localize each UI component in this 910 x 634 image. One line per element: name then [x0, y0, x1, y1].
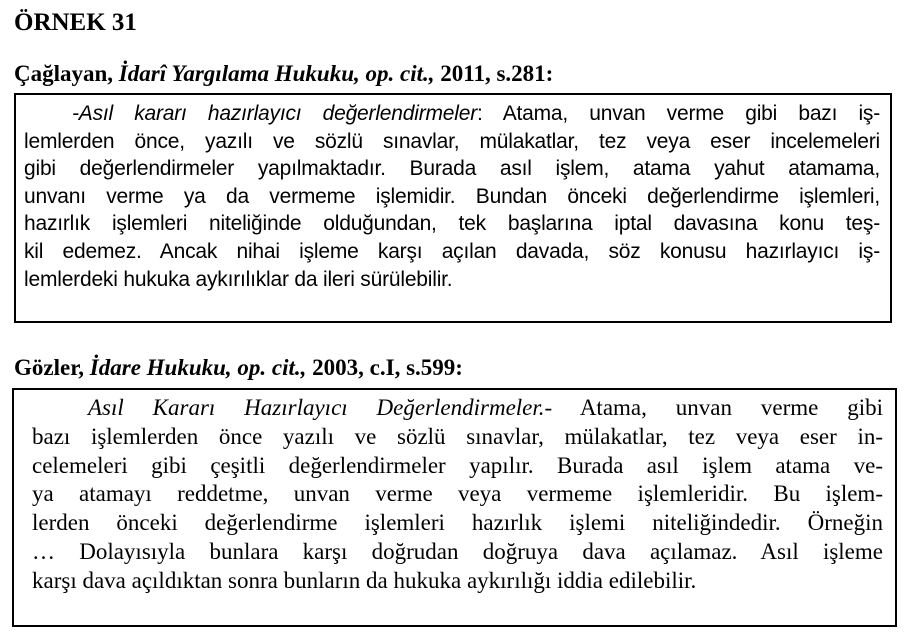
quote-line: -Asıl kararı hazırlayıcı değerlendirmeler: Atama, unvan verme gibi bazı iş-: [72, 102, 881, 125]
citation-author: Gözler,: [14, 355, 90, 380]
quote-box-gozler: [12, 388, 897, 627]
quote-line: lemlerden önce, yazılı ve sözlü sınavlar, mülakatlar, tez veya eser incelemeleri: [24, 129, 880, 153]
quote-lead: Asıl Kararı Hazırlayıcı Değerlendirmeler.: [88, 395, 545, 420]
citation-details: 2011, s.281:: [434, 61, 554, 86]
citation-caglayan: [14, 60, 553, 88]
citation-author: Çağlayan,: [14, 61, 119, 86]
example-heading: ÖRNEK 31: [14, 9, 137, 36]
quote-line: celemeleri gibi çeşitli değerlendirmeler yapılır. Burada asıl işlem atama ve-: [32, 452, 883, 478]
citation-details: 2003, c.I, s.599:: [306, 355, 463, 380]
quote-lead: -Asıl kararı hazırlayıcı değerlendirmeler: [72, 102, 478, 125]
quote-line: lemlerdeki hukuka aykırılıklar da ileri sürülebilir.: [24, 267, 453, 291]
quote-line: ya atamayı reddetme, unvan verme veya vermeme işlemleridir. Bu işlem-: [32, 481, 883, 507]
quote-line: … Dolayısıyla bunlara karşı doğrudan doğruya dava açılamaz. Asıl işleme: [32, 538, 883, 564]
quote-line: Asıl Kararı Hazırlayıcı Değerlendirmeler.- Atama, unvan verme gibi: [88, 395, 883, 420]
quote-box-caglayan: [14, 93, 892, 323]
quote-line: kil edemez. Ancak nihai işleme karşı açılan davada, söz konusu hazırlayıcı iş-: [24, 239, 880, 263]
quote-line: lerden önceki değerlendirme işlemleri hazırlık işlemi niteliğindedir. Örneğin: [32, 510, 883, 536]
citation-gozler: [14, 354, 463, 382]
quote-line: karşı dava açıldıktan sonra bunların da hukuka aykırılığı iddia edilebilir.: [32, 567, 697, 593]
quote-line: bazı işlemlerden önce yazılı ve sözlü sınavlar, mülakatlar, tez veya eser in-: [32, 423, 883, 449]
quote-line: gibi değerlendirmeler yapılmaktadır. Burada asıl işlem, atama yahut atamama,: [24, 157, 880, 181]
citation-work: İdare Hukuku, op. cit.,: [89, 355, 307, 380]
citation-work: İdarî Yargılama Hukuku, op. cit.,: [118, 61, 435, 86]
quote-line: hazırlık işlemleri niteliğinde olduğundan, tek başlarına iptal davasına konu teş-: [24, 212, 880, 236]
quote-line: unvanı verme ya da vermeme işlemidir. Bundan önceki değerlendirme işlemleri,: [24, 184, 880, 208]
